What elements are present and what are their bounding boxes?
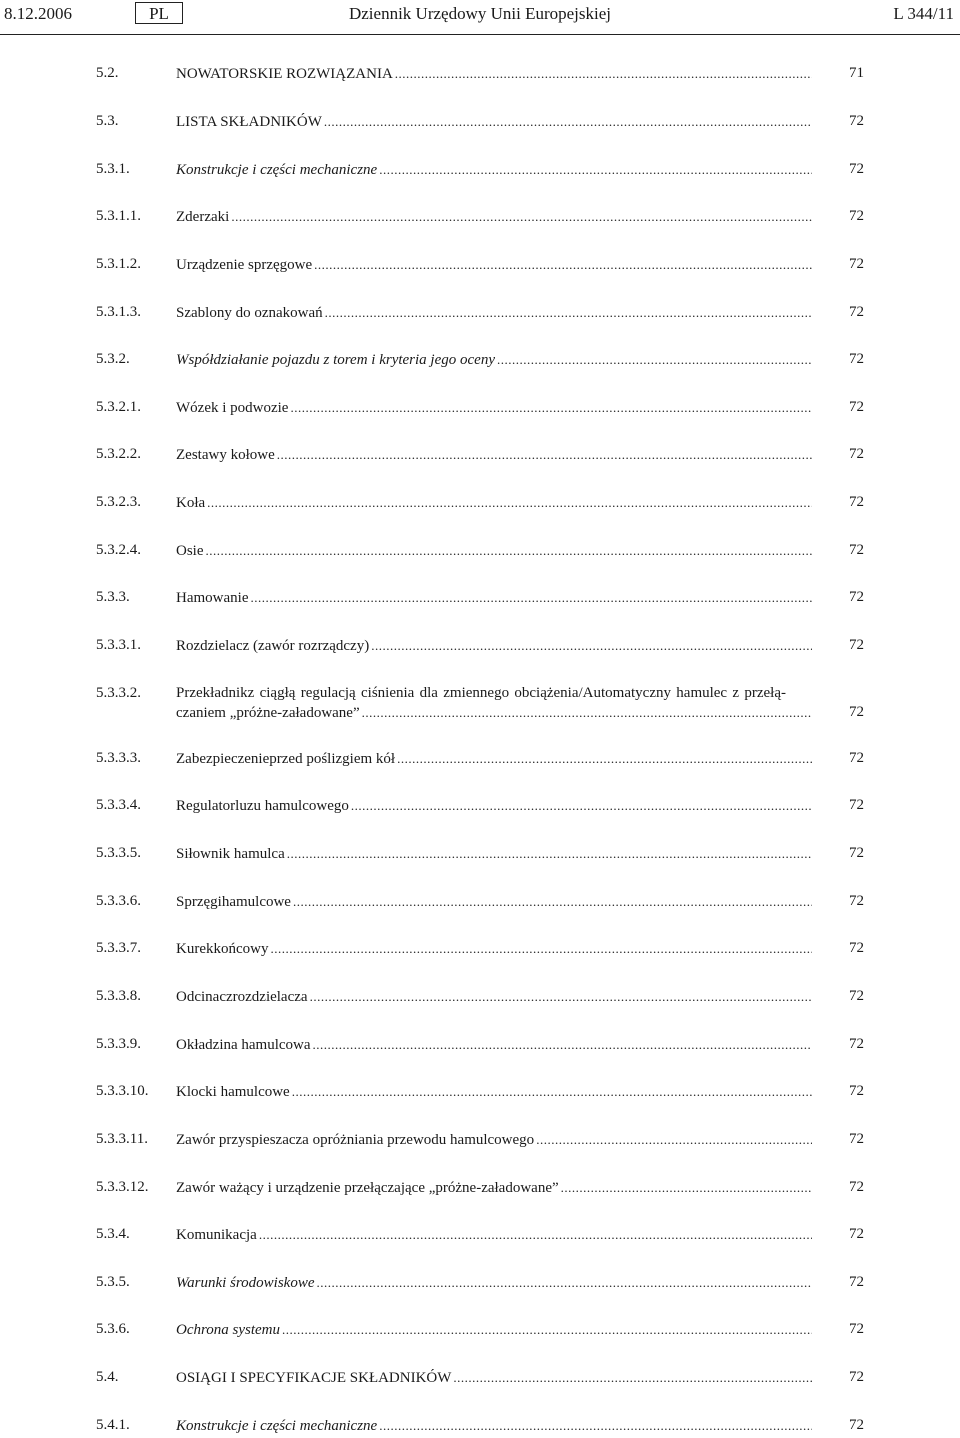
toc-entry-title-row [176,987,812,1007]
dot-leader [453,1368,812,1387]
toc-entry-title-row [176,588,812,608]
toc-entry-title-row [176,255,812,275]
toc-entry-page: 72 [849,208,864,224]
toc-entry-title: Konstrukcje i części mechaniczne [176,162,378,178]
dot-leader [290,398,812,417]
toc-entry-title: Współdziałanie pojazdu z torem i kryteria jego oceny [176,352,495,368]
toc-entry-number: 5.3.3.10. [96,1083,149,1099]
toc-entry-number: 5.3.1.1. [96,208,141,224]
toc-entry-title: Koła [176,495,206,511]
toc-entry-title-row [176,1225,812,1245]
toc-entry-page: 72 [849,351,864,367]
toc-entry-number: 5.3.5. [96,1274,130,1290]
toc-entry-page: 72 [849,113,864,129]
language-code: PL [135,2,183,24]
toc-entry-title: Osie [176,543,204,559]
toc-entry-page: 72 [849,893,864,909]
toc-entry-title: Komunikacja [176,1227,257,1243]
toc-entry-title: OSIĄGI I SPECYFIKACJE SKŁADNIKÓW [176,1370,452,1386]
dot-leader [282,1320,812,1339]
toc-entry-title-row [176,1320,812,1340]
toc-entry-title: LISTA SKŁADNIKÓW [176,114,322,130]
toc-entry-number: 5.3. [96,113,119,129]
toc-entry-page: 72 [849,1083,864,1099]
toc-entry-number: 5.3.3.12. [96,1179,149,1195]
toc-entry-title-row [176,844,812,864]
toc-entry-number: 5.3.1. [96,161,130,177]
toc-entry-title-row [176,1368,812,1388]
toc-entry-title: Klocki hamulcowe [176,1084,290,1100]
dot-leader [379,1416,812,1435]
toc-entry-page: 72 [849,1036,864,1052]
toc-entry-title: Ochrona systemu [176,1322,281,1338]
toc-entry-title-row [176,64,812,84]
dot-leader [497,350,812,369]
toc-entry-number: 5.3.1.3. [96,304,141,320]
dot-leader [324,112,812,131]
toc-entry-number: 5.3.3.9. [96,1036,141,1052]
toc-entry-title: Odcinaczrozdzielacza [176,989,308,1005]
dot-leader [395,64,812,83]
toc-entry-title-row [176,207,812,227]
dot-leader [250,588,812,607]
toc-entry-title: NOWATORSKIE ROZWIĄZANIA [176,66,393,82]
toc-entry-page: 72 [849,1179,864,1195]
toc-entry-number: 5.3.3.1. [96,637,141,653]
toc-entry-page: 72 [849,1226,864,1242]
toc-entry-page: 72 [849,637,864,653]
dot-leader [362,703,812,722]
toc-entry-title: Siłownik hamulca [176,846,285,862]
toc-entry-number: 5.3.3.3. [96,750,141,766]
toc-entry-title: Konstrukcje i części mechaniczne [176,1418,378,1434]
toc-entry-title-row [176,398,812,418]
toc-entry-title-row [176,1273,812,1293]
toc-entry-title: czaniem „próżne-załadowane” [176,705,360,721]
toc-entry-number: 5.2. [96,65,119,81]
toc-entry-title: Zderzaki [176,209,230,225]
toc-entry-number: 5.3.6. [96,1321,130,1337]
toc-entry-page: 72 [849,1369,864,1385]
dot-leader [316,1273,812,1292]
dot-leader [293,892,812,911]
toc-entry-number: 5.3.3.2. [96,685,141,701]
toc-entry-number: 5.3.3.11. [96,1131,148,1147]
toc-entry-number: 5.3.2. [96,351,130,367]
toc-entry-number: 5.3.3. [96,589,130,605]
toc-entry-page: 72 [849,750,864,766]
toc-entry-title-row [176,493,812,513]
toc-entry-page: 72 [849,256,864,272]
toc-entry-page: 72 [849,1131,864,1147]
toc-entry-page: 72 [849,446,864,462]
toc-entry-title-row [176,1130,812,1150]
toc-entry-page: 72 [849,161,864,177]
toc-entry-page: 72 [849,1274,864,1290]
toc-entry-number: 5.3.2.1. [96,399,141,415]
dot-leader [207,493,812,512]
dot-leader [287,844,812,863]
toc-entry-number: 5.3.3.8. [96,988,141,1004]
dot-leader [371,636,812,655]
toc-entry-page: 72 [849,988,864,1004]
toc-entry-title-row [176,1416,812,1436]
toc-entry-title: Hamowanie [176,590,249,606]
toc-entry-page: 72 [849,1417,864,1433]
dot-leader [325,303,812,322]
dot-leader [379,160,812,179]
toc-entry-number: 5.3.2.2. [96,446,141,462]
toc-entry-page: 72 [849,304,864,320]
toc-entry-title: Urządzenie sprzęgowe [176,257,313,273]
dot-leader [231,207,812,226]
toc-entry-page: 72 [849,940,864,956]
toc-entry-page: 72 [849,845,864,861]
dot-leader [397,749,812,768]
toc-entry-page: 72 [849,797,864,813]
toc-entry-page: 72 [849,399,864,415]
publication-date: 8.12.2006 [4,4,72,23]
dot-leader [314,255,812,274]
toc-entry-page: 72 [849,494,864,510]
toc-entry-title-row [176,160,812,180]
page-reference: L 344/11 [893,4,954,23]
toc-entry-title-row [176,703,812,723]
dot-leader [270,939,812,958]
toc-entry-title-row [176,1178,812,1198]
toc-entry-number: 5.3.2.3. [96,494,141,510]
toc-entry-title-row [176,749,812,769]
dot-leader [310,987,812,1006]
toc-entry-title: Zabezpieczenieprzed poślizgiem kół [176,751,396,767]
toc-entry-title: Szablony do oznakowań [176,305,323,321]
toc-entry-title: Zestawy kołowe [176,447,275,463]
toc-entry-title-row [176,1035,812,1055]
toc-entry-title-row [176,636,812,656]
toc-entry-number: 5.3.3.4. [96,797,141,813]
dot-leader [277,445,812,464]
dot-leader [351,796,812,815]
toc-entry-title: Wózek i podwozie [176,400,289,416]
toc-entry-title-row [176,112,812,132]
dot-leader [259,1225,812,1244]
toc-entry-number: 5.3.4. [96,1226,130,1242]
toc-entry-title-row [176,1082,812,1102]
toc-entry-title-row [176,350,812,370]
toc-entry-title-row [176,445,812,465]
toc-entry-title-row [176,892,812,912]
toc-entry-title: Sprzęgihamulcowe [176,894,291,910]
dot-leader [313,1035,812,1054]
toc-entry-page: 72 [849,704,864,720]
toc-entry-title: Warunki środowiskowe [176,1275,315,1291]
dot-leader [536,1130,812,1149]
toc-entry-number: 5.3.3.7. [96,940,141,956]
toc-entry-page: 72 [849,589,864,605]
dot-leader [561,1178,812,1197]
toc-entry-title: Zawór ważący i urządzenie przełączające „próżne-załadowane” [176,1180,559,1196]
toc-entry-number: 5.3.2.4. [96,542,141,558]
toc-entry-number: 5.3.3.6. [96,893,141,909]
dot-leader [292,1082,812,1101]
toc-entry-number: 5.4. [96,1369,119,1385]
toc-entry-number: 5.3.1.2. [96,256,141,272]
toc-entry-title-row [176,541,812,561]
toc-entry-number: 5.3.3.5. [96,845,141,861]
toc-entry-title-row [176,796,812,816]
toc-entry-title: Okładzina hamulcowa [176,1037,311,1053]
dot-leader [206,541,813,560]
toc-entry-title: Regulatorluzu hamulcowego [176,798,349,814]
toc-entry-title-row [176,939,812,959]
toc-entry-page: 71 [849,65,864,81]
toc-entry-title: Rozdzielacz (zawór rozrządczy) [176,638,370,654]
toc-entry-title-line1: Przekładnikz ciągłą regulacją ciśnienia dla zmiennego obciążenia/Automatyczny hamulec z przełą- [176,685,786,701]
toc-entry-page: 72 [849,1321,864,1337]
toc-entry-title: Kurekkońcowy [176,941,269,957]
toc-entry-page: 72 [849,542,864,558]
toc-entry-title-row [176,303,812,323]
toc-entry-number: 5.4.1. [96,1417,130,1433]
journal-title: Dziennik Urzędowy Unii Europejskiej [348,4,611,23]
toc-entry-title: Zawór przyspieszacza opróżniania przewodu hamulcowego [176,1132,535,1148]
